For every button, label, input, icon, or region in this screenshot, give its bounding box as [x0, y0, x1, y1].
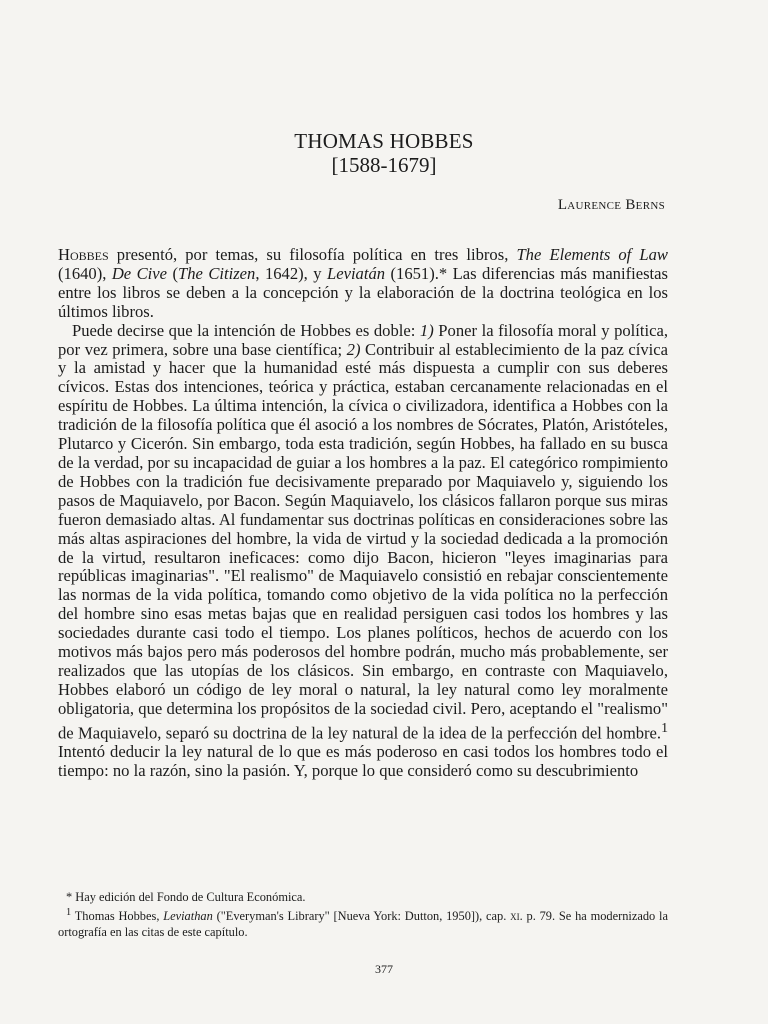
text-run: Poner la filosofía moral y política, por vez primera, sobre una base científica;: [58, 320, 669, 359]
text-run: (1640),: [58, 263, 112, 283]
book-title: Leviathan: [163, 909, 213, 924]
paragraph-2: [58, 322, 668, 781]
text-run: . p. 79. Se ha modernizado la ortografía en las citas de este capítulo.: [58, 909, 668, 940]
footnotes: [58, 889, 668, 940]
chapter-numeral: xi: [510, 909, 520, 924]
chapter-title: THOMAS HOBBES: [294, 129, 474, 153]
text-run: presentó, por temas, su filosofía política en tres libros,: [108, 245, 517, 264]
footnote-1: [58, 905, 668, 940]
text-run: Intentó deducir la ley natural de lo que es más poderoso en casi todos los hombres todo el tiempo: no la razón, sino la pasión. Y, porque lo que consideró como su descubrimiento: [58, 742, 668, 780]
page-number: 377: [375, 962, 393, 976]
lead-word: Hobbes: [58, 245, 109, 264]
book-title: The Elements of Law: [516, 245, 668, 264]
text-run: (1651).* Las diferencias más manifiestas entre los libros se deben a la concepción y la elaboración de la doctrina teológica en los últimos libros.: [58, 263, 668, 321]
body-text: [58, 246, 668, 781]
chapter-dates: [1588-1679]: [331, 153, 437, 177]
footnote-star: * Hay edición del Fondo de Cultura Económica.: [66, 890, 306, 904]
enumerator: 2): [346, 339, 361, 359]
text-run: (: [167, 263, 178, 283]
book-title: Leviatán: [326, 263, 386, 283]
text-run: Puede decirse que la intención de Hobbes es doble:: [72, 320, 420, 340]
book-title: De Cive: [111, 263, 168, 283]
author-name: Laurence Berns: [557, 197, 665, 213]
text-run: Contribuir al establecimiento de la paz cívica y la amistad y hacer que la humanidad esté más dispuesta a cumplir con sus deberes cívicos. Estas dos intenciones, teórica y práctica, estaban cercanamente relacionadas en el espíritu de Hobbes. La última intención, la cívica o civilizadora, identifica a Hobbes con la tradición de la filosofía política que él asoció a los nombres de Sócrates, Platón, Aristóteles, Plutarco y Cicerón. Sin embargo, toda esta tradición, según Hobbes, ha fallado en su busca de la verdad, por su incapacidad de guiar a los hombres a la paz. El categórico rompimiento de Hobbes con la tradición fue decisivamente preparado por Maquiavelo y, siguiendo los pasos de Maquiavelo, por Bacon. Según Maquiavelo, los clásicos fallaron porque sus miras fueron demasiado altas. Al fundamentar sus doctrinas políticas en consideraciones sobre las más altas aspiraciones del hombre, la vida de virtud y la sociedad dedicada a la promoción de la virtud, resultaron ineficaces: como dijo Bacon, hicieron "leyes imaginarias para repúblicas imaginarias". "El realismo" de Maquiavelo consistió en rebajar conscientemente las normas de la vida política, tomando como objetivo de la vida política no la perfección del hombre sino esas metas bajas que en realidad persiguen casi todos los hombres y las sociedades durante casi todo el tiempo. Los planes políticos, hechos de acuerdo con los motivos más bajos pero más poderosos del hombre podrán, mucho más probablemente, ser realizados que las utopías de los clásicos. Sin embargo, en contraste con Maquiavelo, Hobbes elaboró un código de ley moral o natural, la ley natural como ley moralmente obligatoria, que determina los propósitos de la sociedad civil. Pero, aceptando el "realismo" de Maquiavelo, separó su doctrina de la ley natural de la idea de la perfección del hombre.: [58, 339, 669, 743]
enumerator: 1): [419, 320, 434, 340]
book-title: The Citizen: [178, 263, 256, 283]
footnote-number: 1: [66, 907, 72, 918]
footnote-ref: 1: [661, 719, 668, 735]
text-run: ("Everyman's Library" [Nueva York: Dutton, 1950]), cap.: [212, 909, 511, 924]
text-run: , 1642), y: [255, 263, 327, 283]
paragraph-1: [58, 246, 668, 322]
text-run: Thomas Hobbes,: [71, 909, 164, 924]
